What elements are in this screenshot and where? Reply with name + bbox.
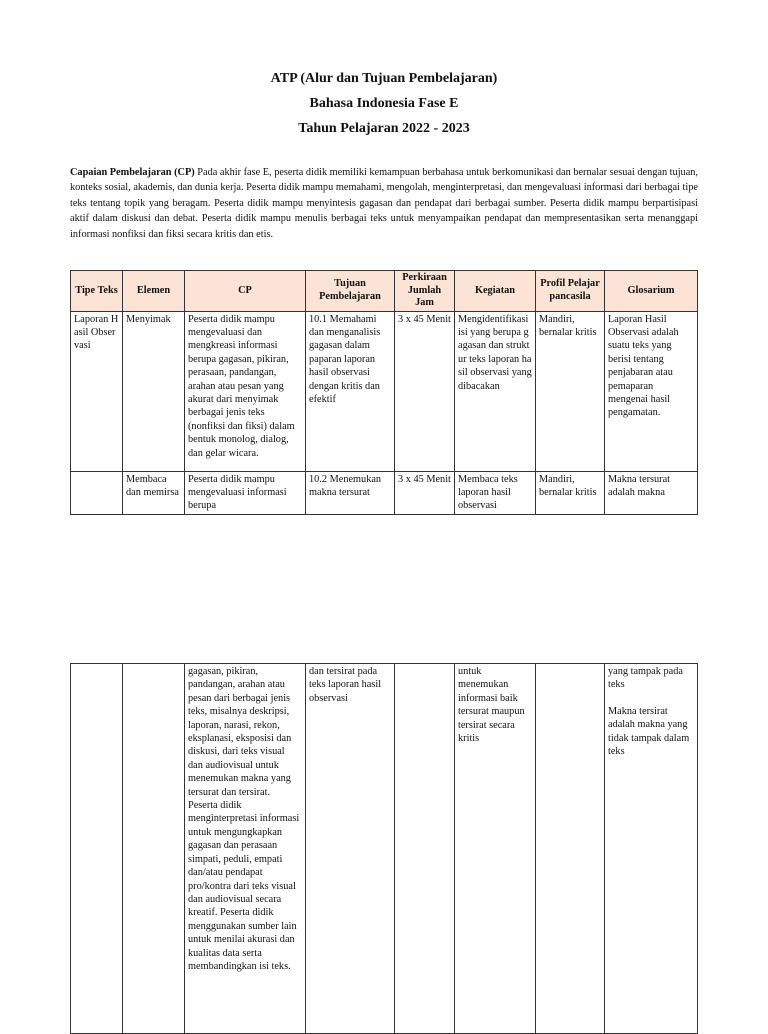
glosarium-tersurat-end: yang tampak pada teks <box>608 666 683 691</box>
cell-elemen: Menyimak <box>123 311 185 471</box>
cell-profil: Mandiri, bernalar kritis <box>536 471 605 514</box>
cell-glosarium: Makna tersurat adalah makna <box>605 471 698 514</box>
cell-glosarium <box>605 664 698 1034</box>
cell-kegiatan: Mengidentifikasi isi yang berupa gagasan dan struktur teks laporan hasil observasi yang dibacakan <box>455 311 536 471</box>
cell-profil <box>536 664 605 1034</box>
atp-table <box>70 270 698 515</box>
cell-jam <box>395 664 455 1034</box>
header-glosarium: Glosarium <box>605 271 698 312</box>
header-tipe-teks: Tipe Teks <box>71 271 123 312</box>
table-row <box>71 311 698 471</box>
cp-text: Pada akhir fase E, peserta didik memiliki kemampuan berbahasa untuk berkomunikasi dan bernalar sesuai dengan tujuan, konteks sosial, akademis, dan dunia kerja. Peserta didik mampu memahami, mengolah, menginterpretasi, dan mengevaluasi informasi dari berbagai tipe teks tentang topik yang beragam. Peserta didik mampu menyintesis gagasan dan pendapat dari berbagai sumber. Peserta didik mampu berpartisipasi aktif dalam diskusi dan debat. Peserta didik mampu menulis berbagai teks untuk menyampaikan pendapat dan mempresentasikan serta menanggapi informasi nonfiksi dan fiksi secara kritis dan etis. <box>70 167 698 240</box>
document-year: Tahun Pelajaran 2022 - 2023 <box>298 121 470 136</box>
table-row <box>71 471 698 514</box>
cell-tipe-teks: Laporan Hasil Observasi <box>71 311 123 471</box>
cell-tipe-teks <box>71 471 123 514</box>
table-header-row <box>71 271 698 312</box>
cell-elemen <box>123 664 185 1034</box>
cell-tujuan: 10.2 Menemukan makna tersurat <box>306 471 395 514</box>
cell-kegiatan: Membaca teks laporan hasil observasi <box>455 471 536 514</box>
cell-cp: Peserta didik mampu mengevaluasi dan mengkreasi informasi berupa gagasan, pikiran, perasaan, pandangan, arahan atau pesan yang akurat dari menyimak berbagai jenis teks (nonfiksi dan fiksi) dalam bentuk monolog, dialog, dan gelar wicara. <box>185 311 306 471</box>
cell-jam: 3 x 45 Menit <box>395 311 455 471</box>
cell-tujuan: dan tersirat pada teks laporan hasil observasi <box>306 664 395 1034</box>
table-row <box>71 664 698 1034</box>
cell-elemen: Membaca dan memirsa <box>123 471 185 514</box>
header-elemen: Elemen <box>123 271 185 312</box>
cell-tujuan: 10.1 Memahami dan menganalisis gagasan dalam paparan laporan hasil observasi dengan kritis dan efektif <box>306 311 395 471</box>
cell-tipe-teks <box>71 664 123 1034</box>
cell-glosarium: Laporan Hasil Observasi adalah suatu teks yang berisi tentang penjabaran atau pemaparan mengenai hasil pengamatan. <box>605 311 698 471</box>
document-title: ATP (Alur dan Tujuan Pembelajaran) <box>270 71 498 86</box>
header-profil-pelajar: Profil Pelajar pancasila <box>536 271 605 312</box>
glosarium-tersirat: Makna tersirat adalah makna yang tidak tampak dalam teks <box>608 705 690 758</box>
cell-jam: 3 x 45 Menit <box>395 471 455 514</box>
header-perkiraan-jam: Perkiraan Jumlah Jam <box>395 271 455 312</box>
cell-cp: Peserta didik mampu mengevaluasi informasi berupa <box>185 471 306 514</box>
header-tujuan-pembelajaran: Tujuan Pembelajaran <box>306 271 395 312</box>
cell-profil: Mandiri, bernalar kritis <box>536 311 605 471</box>
cell-cp: gagasan, pikiran, pandangan, arahan atau pesan dari berbagai jenis teks, misalnya deskripsi, laporan, narasi, rekon, eksplanasi, eksposisi dan diskusi, dari teks visual dan audiovisual untuk menemukan makna yang tersurat dan tersirat. Peserta didik menginterpretasi informasi untuk mengungkapkan gagasan dan perasaan simpati, peduli, empati dan/atau pendapat pro/kontra dari teks visual dan audiovisual secara kreatif. Peserta didik menggunakan sumber lain untuk menilai akurasi dan kualitas data serta membandingkan isi teks. <box>185 664 306 1034</box>
header-kegiatan: Kegiatan <box>455 271 536 312</box>
cp-label: Capaian Pembelajaran (CP) <box>70 167 195 178</box>
header-cp: CP <box>185 271 306 312</box>
atp-table-continued <box>70 663 698 1034</box>
capaian-pembelajaran-paragraph <box>70 165 698 242</box>
cell-kegiatan: untuk menemukan informasi baik tersurat maupun tersirat secara kritis <box>455 664 536 1034</box>
document-subject: Bahasa Indonesia Fase E <box>309 96 459 111</box>
